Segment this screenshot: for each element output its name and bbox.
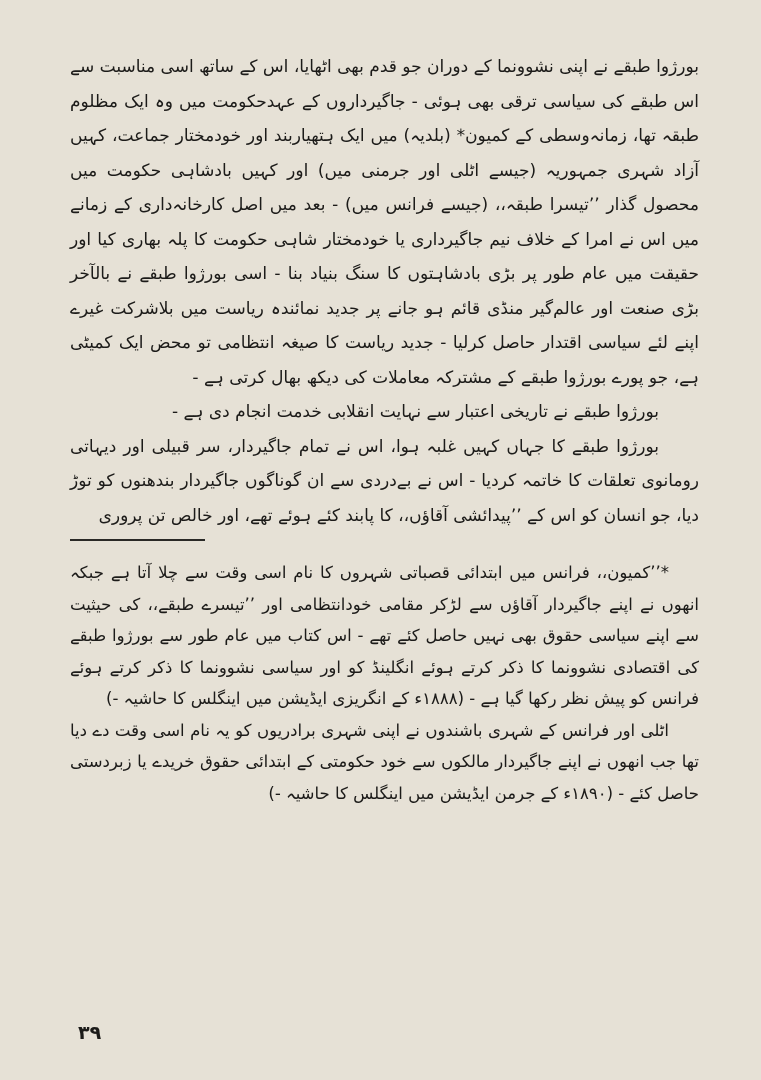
body-paragraph-2: بورژوا طبقے نے تاریخی اعتبار سے نہایت انقلابی خدمت انجام دی ہے - [171,402,659,422]
footnote-separator-wrap [70,533,699,557]
page-number: ۳۹ [78,1022,102,1044]
footnote-separator [70,539,205,541]
footnote-2: اٹلی اور فرانس کے شہری باشندوں نے اپنی شہری برادریوں کو یہ نام اسی وقت دے دیا تھا جب انھوں نے اپنے جاگیردار مالکوں سے خود حکومتی کے ابتدائی حقوق خریدے یا زبردستی حاصل کئے - (۱۸۹۰ء کے جرمن ایڈیشن میں اینگلس کا حاشیہ -) [70,720,699,803]
body-paragraph-3: بورژوا طبقے کا جہاں کہیں غلبہ ہوا، اس نے تمام جاگیردار، سر قبیلی اور دیہاتی رومانوی تعلقات کا خاتمہ کردیا - اس نے بےدردی سے ان گوناگوں جاگیردار بندھنوں کو توڑ دیا، جو انسان کو اس کے ’’پیدائشی آقاؤں،، کا پابند کئے ہوئے تھے، اور خالص تن پروری [70,436,699,526]
footnote-1: *’’کمیون،، فرانس میں ابتدائی قصباتی شہروں کا نام اسی وقت سے چلا آتا ہے جبکہ انھوں نے اپنے جاگیردار آقاؤں سے لڑکر مقامی خودانتظامی اور ’’تیسرے طبقے،، کی حیثیت سے اپنے سیاسی حقوق بھی نہیں حاصل کئے تھے - اس کتاب میں عام طور سے بورژوا طبقے کی اقتصادی نشوونما کا ذکر کرتے ہوئے انگلینڈ کو اور سیاسی نشوونما کا ذکر کرتے ہوئے فرانس کو پیش نظر رکھا گیا ہے - (۱۸۸۸ء کے انگریزی ایڈیشن میں اینگلس کا حاشیہ -) [70,563,699,708]
body-paragraph-1: بورژوا طبقے نے اپنی نشوونما کے دوران جو قدم بھی اٹھایا، اس کے ساتھ اسی مناسبت سے اس طبقے کی سیاسی ترقی بھی ہوئی - جاگیرداروں کے عہدحکومت میں وہ ایک مظلوم طبقہ تھا، زمانہ‌وسطی کے کمیون* (بلدیہ) میں ایک ہتھیاربند اور خودمختار جماعت، کہیں آزاد شہری جمہوریہ (جیسے اٹلی اور جرمنی میں) اور کہیں بادشاہی حکومت میں محصول گذار ’’تیسرا طبقہ،، (جیسے فرانس میں) - بعد میں اصل کارخانہ‌داری کے زمانے میں اس نے امرا کے خلاف نیم جاگیرداری یا خودمختار شاہی حکومت کا پلہ بھاری کیا اور حقیقت میں عام طور پر بڑی بادشاہتوں کا سنگ بنیاد بنا - اسی بورژوا طبقے نے بالآخر بڑی صنعت اور عالم‌گیر منڈی قائم ہو جانے پر جدید نمائندہ ریاست میں بلاشرکت غیرے اپنے لئے سیاسی اقتدار حاصل کرلیا - جدید ریاست کا صیغہ انتظامی تو محض ایک کمیٹی ہے، جو پورے بورژوا طبقے کے مشترکہ معاملات کی دیکھ بھال کرتی ہے - [70,57,699,388]
